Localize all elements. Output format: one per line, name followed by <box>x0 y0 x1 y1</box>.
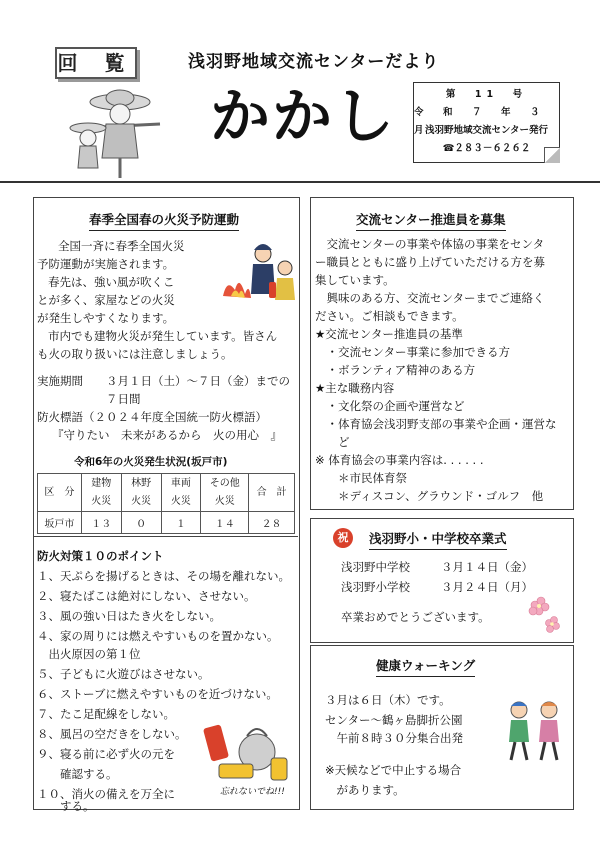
recruit-line: ＊市民体育祭 <box>315 471 407 485</box>
walking-line: 午前８時３０分集合出発 <box>325 731 463 745</box>
period-label: 実施期間 <box>37 374 83 388</box>
issue-number: 第 11 号 <box>445 89 528 100</box>
recruit-line: ・体育協会浅羽野支部の事業や企画・運営な <box>315 417 557 431</box>
points-title: 防火対策１０のポイント <box>37 549 164 563</box>
recruit-line: ＊ディスコン、グラウンド・ゴルフ 他 <box>315 489 544 503</box>
point-item: ６、ストーブに燃えやすいものを近づけない。 <box>37 687 278 701</box>
walking-line: ３月は６日（木）です。 <box>325 693 451 707</box>
graduation-message: 卒業おめでとうございます。 <box>341 610 490 624</box>
walking-line: センター～鶴ヶ島脚折公園 <box>325 713 463 727</box>
issue-info-box <box>413 82 560 163</box>
recruit-line: 集しています。 <box>315 273 395 287</box>
recruit-note: ※ 体育協会の事業内容は. . . . . . <box>315 453 484 467</box>
ceremony-date: ３月１４日（金） <box>441 560 533 574</box>
recruit-line: 興味のある方、交流センターまでご連絡く <box>315 291 545 305</box>
table-header: 建物 火災 <box>81 474 121 512</box>
point-item: ５、子どもに火遊びはさせない。 <box>37 667 210 681</box>
recruit-panel <box>310 197 574 510</box>
intro-line: 市内でも建物火災が発生しています。皆さん <box>48 329 278 343</box>
point-item: ３、風の強い日はたき火をしない。 <box>37 609 221 623</box>
intro-line: とが多く、家屋などの火災 <box>37 293 175 307</box>
slogan-text: 『守りたい 未来があるから 火の用心 』 <box>52 428 282 442</box>
intro-line: 春先は、強い風が吹くこ <box>48 275 175 289</box>
walking-panel <box>310 645 574 810</box>
newsletter-title: かかし <box>210 82 396 152</box>
table-cell: １ <box>161 512 201 534</box>
header-divider <box>0 181 600 183</box>
table-header: 合 計 <box>249 474 295 512</box>
celebration-badge <box>333 528 353 548</box>
publisher: 浅羽野地域交流センター発行 <box>424 125 549 136</box>
illustration-caption: 忘れないでね!!! <box>220 787 285 797</box>
badge-text: 祝 <box>337 531 349 544</box>
graduation-panel <box>310 518 574 643</box>
table-header: その他 火災 <box>201 474 249 512</box>
table-row <box>38 512 295 534</box>
point-item: １、天ぷらを揚げるときは、その場を離れない。 <box>37 569 290 583</box>
point-item: 確認する。 <box>37 767 118 781</box>
table-header: 区 分 <box>38 474 82 512</box>
point-item: １０、消火の備えを万全に <box>37 787 175 801</box>
table-cell: ０ <box>121 512 161 534</box>
recruit-line: ど <box>315 435 350 449</box>
recruit-line: 交流センターの事業や体協の事業をセンタ <box>315 237 545 251</box>
fire-panel-title: 春季全国春の火災予防運動 <box>89 210 239 231</box>
issue-date: 令 和 ７ 年 ３ 月 <box>414 107 560 136</box>
point-item: ９、寝る前に必ず火の元を <box>37 747 175 761</box>
page-fold <box>544 147 560 163</box>
recruit-heading: ★交流センター推進員の基準 <box>315 327 463 341</box>
intro-line: も火の取り扱いには注意しましょう。 <box>37 347 233 361</box>
school-name: 浅羽野小学校 <box>341 580 410 594</box>
point-item: ８、風呂の空だきをしない。 <box>37 727 187 741</box>
cherry-blossom-illustration <box>523 593 563 637</box>
ceremony-date: ３月２４日（月） <box>441 580 533 594</box>
walkers-illustration <box>503 698 567 770</box>
table-cell: ２８ <box>249 512 295 534</box>
point-note: 出火原因の第１位 <box>37 647 141 661</box>
firefighter-illustration <box>209 238 301 310</box>
point-item: ２、寝たばこは絶対にしない、させない。 <box>37 589 256 603</box>
walking-panel-title: 健康ウォーキング <box>376 656 475 677</box>
intro-line: 全国一斉に春季全国火災 <box>58 239 185 253</box>
period-days: ７日間 <box>106 392 141 406</box>
table-header: 車両 火災 <box>161 474 201 512</box>
kairan-stamp: 回 覧 <box>55 47 137 79</box>
recruit-line: ー職員とともに盛り上げていただける方を募 <box>315 255 545 269</box>
recruit-line: ださい。ご相談もできます。 <box>315 309 464 323</box>
walking-note: ※天候などで中止する場合 <box>325 763 462 777</box>
fire-prevention-panel <box>33 197 300 813</box>
table-header: 林野 火災 <box>121 474 161 512</box>
table-cell: 坂戸市 <box>38 512 82 534</box>
stats-table-title: 令和6年の火災発生状況(坂戸市) <box>74 456 228 468</box>
table-divider <box>34 536 298 537</box>
table-cell: １３ <box>81 512 121 534</box>
table-header-row <box>38 474 295 512</box>
period-dates: ３月１日（土）～７日（金）までの <box>106 374 290 388</box>
recruit-heading: ★主な職務内容 <box>315 381 395 395</box>
recruit-line: ・ボランティア精神のある方 <box>315 363 476 377</box>
table-cell: １４ <box>201 512 249 534</box>
recruit-panel-title: 交流センター推進員を募集 <box>356 210 506 231</box>
intro-line: 予防運動が実施されます。 <box>37 257 175 271</box>
point-item: ４、家の周りには燃えやすいものを置かない。 <box>37 629 279 643</box>
phone-number: ☎２８３－６２６２ <box>442 143 531 154</box>
point-item: する。 <box>37 799 95 813</box>
slogan-label: 防火標語（２０２４年度全国統一防火標語） <box>37 410 267 424</box>
scarecrow-illustration <box>58 88 170 180</box>
fire-stats-table <box>37 473 295 534</box>
recruit-line: ・文化祭の企画や運営など <box>315 399 465 413</box>
intro-line: が発生しやすくなります。 <box>37 311 175 325</box>
point-item: ７、たこ足配線をしない。 <box>37 707 175 721</box>
recruit-line: ・交流センター事業に参加できる方 <box>315 345 511 359</box>
publication-name: 浅羽野地域交流センターだより <box>188 52 440 72</box>
school-name: 浅羽野中学校 <box>341 560 410 574</box>
graduation-panel-title: 浅羽野小・中学校卒業式 <box>369 529 507 550</box>
walking-note: があります。 <box>325 783 405 797</box>
